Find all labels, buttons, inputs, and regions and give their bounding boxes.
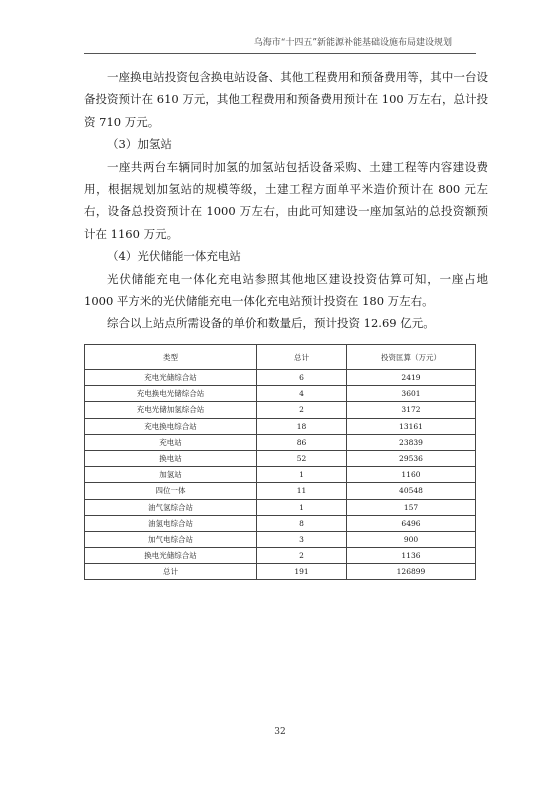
table-row <box>85 515 476 531</box>
cell-type: 换电光储综合站 <box>85 548 257 564</box>
cell-type: 加气电综合站 <box>85 531 257 547</box>
heading-pv-storage-station: （4）光伏储能一体充电站 <box>107 249 241 264</box>
cell-type: 四位一体 <box>85 483 257 499</box>
table-row <box>85 450 476 466</box>
cell-investment: 3601 <box>346 386 475 402</box>
cell-type: 充电站 <box>85 434 257 450</box>
cell-type: 总计 <box>85 564 257 580</box>
cell-total: 2 <box>257 548 347 564</box>
cell-type: 充电换电光储综合站 <box>85 386 257 402</box>
paragraph-swap-station: 一座换电站投资包含换电站设备、其他工程费用和预备费用等，其中一台设备投资预计在 610 万元，其他工程费用和预备费用预计在 100 万左右，总计投资 710 万元。 <box>84 70 488 129</box>
cell-investment: 29536 <box>346 450 475 466</box>
cell-type: 换电站 <box>85 450 257 466</box>
header-type: 类型 <box>85 345 257 370</box>
table-row <box>85 434 476 450</box>
cell-total: 18 <box>257 418 347 434</box>
cell-investment: 157 <box>346 499 475 515</box>
table-row <box>85 548 476 564</box>
cell-total: 8 <box>257 515 347 531</box>
table-row <box>85 564 476 580</box>
cell-total: 86 <box>257 434 347 450</box>
investment-table <box>84 344 476 580</box>
cell-type: 充电光储加氢综合站 <box>85 402 257 418</box>
cell-investment: 900 <box>346 531 475 547</box>
cell-total: 1 <box>257 467 347 483</box>
header-investment: 投资匡算（万元） <box>346 345 475 370</box>
page-number: 32 <box>274 727 286 737</box>
cell-type: 油氢电综合站 <box>85 515 257 531</box>
cell-total: 6 <box>257 370 347 386</box>
table-header-row <box>85 345 476 370</box>
table-body <box>85 370 476 580</box>
cell-investment: 126899 <box>346 564 475 580</box>
table-row <box>85 531 476 547</box>
cell-investment: 2419 <box>346 370 475 386</box>
cell-total: 2 <box>257 402 347 418</box>
cell-investment: 1136 <box>346 548 475 564</box>
cell-total: 4 <box>257 386 347 402</box>
header-title: 乌海市“十四五”新能源补能基础设施布局建设规划 <box>253 38 452 48</box>
cell-type: 充电光储综合站 <box>85 370 257 386</box>
body-text <box>84 66 488 335</box>
cell-type: 油气氢综合站 <box>85 499 257 515</box>
cell-total: 11 <box>257 483 347 499</box>
cell-investment: 6496 <box>346 515 475 531</box>
table-row <box>85 483 476 499</box>
header-total: 总计 <box>257 345 347 370</box>
table-row <box>85 386 476 402</box>
cell-total: 1 <box>257 499 347 515</box>
cell-total: 52 <box>257 450 347 466</box>
cell-investment: 13161 <box>346 418 475 434</box>
table-row <box>85 402 476 418</box>
cell-type: 加氢站 <box>85 467 257 483</box>
table-row <box>85 370 476 386</box>
heading-hydrogen-station: （3）加氢站 <box>107 137 172 152</box>
cell-total: 191 <box>257 564 347 580</box>
table-row <box>85 467 476 483</box>
cell-total: 3 <box>257 531 347 547</box>
cell-type: 充电换电综合站 <box>85 418 257 434</box>
cell-investment: 40548 <box>346 483 475 499</box>
table-row <box>85 418 476 434</box>
paragraph-pv-storage-station: 光伏储能充电一体化充电站参照其他地区建设投资估算可知，一座占地1000 平方米的光伏储能充电一体化充电站预计投资在 180 万左右。 <box>84 271 488 309</box>
table-row <box>85 499 476 515</box>
cell-investment: 23839 <box>346 434 475 450</box>
cell-investment: 3172 <box>346 402 475 418</box>
paragraph-summary: 综合以上站点所需设备的单价和数量后，预计投资 12.69 亿元。 <box>107 316 435 331</box>
page-header <box>84 36 476 54</box>
paragraph-hydrogen-station: 一座共两台车辆同时加氢的加氢站包括设备采购、土建工程等内容建设费用，根据规划加氢站的规模等级，土建工程方面单平米造价预计在 800 元左右，设备总投资预计在 1000 万左右，由此可知建设一座加氢站的总投资额预计在 1160 万元。 <box>84 159 488 241</box>
cell-investment: 1160 <box>346 467 475 483</box>
